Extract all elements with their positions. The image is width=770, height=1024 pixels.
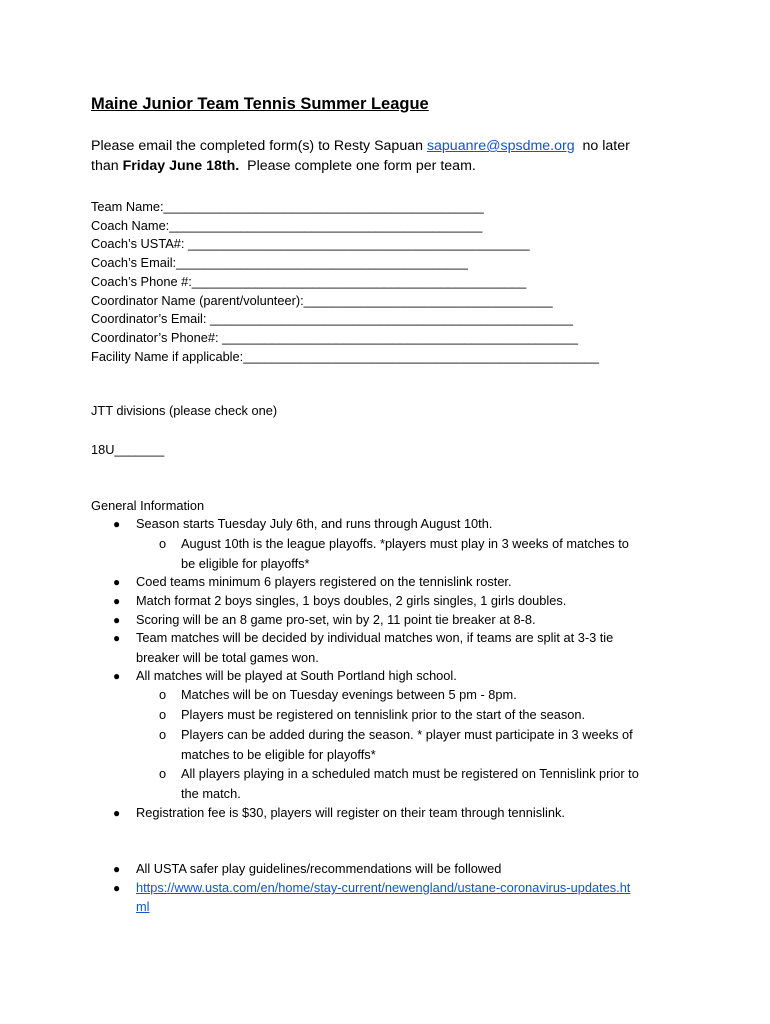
list-item: Registration fee is $30, players will register on their team through tennislink. — [136, 805, 565, 820]
deadline-text: Friday June 18th. — [122, 158, 240, 174]
coach-name-field[interactable]: Coach Name:____________________________________________ — [91, 217, 483, 233]
list-item: Coed teams minimum 6 players registered on the tennislink roster. — [136, 574, 512, 589]
list-item: matches to be eligible for playoffs* — [181, 747, 376, 762]
team-info-fields — [91, 198, 599, 366]
bullet-icon: ● — [113, 517, 121, 531]
coordinator-email-field[interactable]: Coordinator’s Email: ___________________________________________________ — [91, 311, 573, 327]
list-item: Season starts Tuesday July 6th, and runs through August 10th. — [136, 516, 493, 531]
bullet-icon: ● — [113, 575, 121, 589]
list-item: Match format 2 boys singles, 1 boys doubles, 2 girls singles, 1 girls doubles. — [136, 593, 567, 608]
bullet-icon: ● — [113, 806, 121, 820]
bullet-icon: ● — [113, 613, 121, 627]
division-18u-option[interactable]: 18U_______ — [91, 442, 165, 457]
bullet-icon: ● — [113, 669, 121, 683]
contact-email-link[interactable]: sapuanre@spsdme.org — [426, 138, 575, 154]
facility-name-field[interactable]: Facility Name if applicable:__________________________________________________ — [91, 348, 600, 364]
bullet-icon: ● — [113, 881, 121, 895]
coach-usta-field[interactable]: Coach’s USTA#: ________________________________________________ — [91, 236, 530, 252]
sub-bullet-icon: o — [159, 766, 167, 781]
general-info-heading: General Information — [91, 498, 205, 513]
list-item: Team matches will be decided by individual matches won, if teams are split at 3-3 tie — [136, 630, 614, 645]
sub-bullet-icon: o — [159, 536, 167, 551]
intro-text: no later — [574, 138, 630, 154]
list-item: August 10th is the league playoffs. *players must play in 3 weeks of matches to — [181, 536, 629, 551]
coach-email-field[interactable]: Coach’s Email:_________________________________________ — [91, 255, 468, 271]
sub-bullet-icon: o — [159, 687, 167, 702]
list-item: the match. — [181, 786, 241, 801]
intro-text: than — [91, 158, 123, 174]
sub-bullet-icon: o — [159, 727, 167, 742]
document-title: Maine Junior Team Tennis Summer League — [91, 95, 429, 113]
coordinator-name-field[interactable]: Coordinator Name (parent/volunteer):___________________________________ — [91, 292, 553, 308]
intro-paragraph — [91, 136, 691, 176]
bullet-icon: ● — [113, 594, 121, 608]
list-item: All USTA safer play guidelines/recommendations will be followed — [136, 861, 502, 876]
bullet-icon: ● — [113, 862, 121, 876]
list-item: breaker will be total games won. — [136, 650, 319, 665]
list-item: be eligible for playoffs* — [181, 556, 310, 571]
intro-text: Please email the completed form(s) to Resty Sapuan — [91, 138, 427, 154]
team-name-field[interactable]: Team Name:_____________________________________________ — [91, 199, 484, 214]
coordinator-phone-field[interactable]: Coordinator’s Phone#: __________________________________________________ — [91, 329, 578, 345]
list-item: All players playing in a scheduled match must be registered on Tennislink prior to — [181, 766, 639, 781]
bullet-icon: ● — [113, 631, 121, 645]
intro-text: Please complete one form per team. — [239, 158, 476, 174]
sub-bullet-icon: o — [159, 707, 167, 722]
coach-phone-field[interactable]: Coach’s Phone #:_______________________________________________ — [91, 273, 527, 289]
list-item: Scoring will be an 8 game pro-set, win by 2, 11 point tie breaker at 8-8. — [136, 612, 536, 627]
usta-guidelines-link[interactable]: https://www.usta.com/en/home/stay-current/newengland/ustane-coronavirus-updates.ht — [136, 880, 631, 895]
list-item: All matches will be played at South Portland high school. — [136, 668, 457, 683]
divisions-heading: JTT divisions (please check one) — [91, 403, 278, 418]
usta-guidelines-link[interactable]: ml — [136, 899, 150, 914]
list-item: Players can be added during the season. * player must participate in 3 weeks of — [181, 727, 633, 742]
list-item: Players must be registered on tennislink prior to the start of the season. — [181, 707, 586, 722]
list-item: Matches will be on Tuesday evenings between 5 pm - 8pm. — [181, 687, 517, 702]
